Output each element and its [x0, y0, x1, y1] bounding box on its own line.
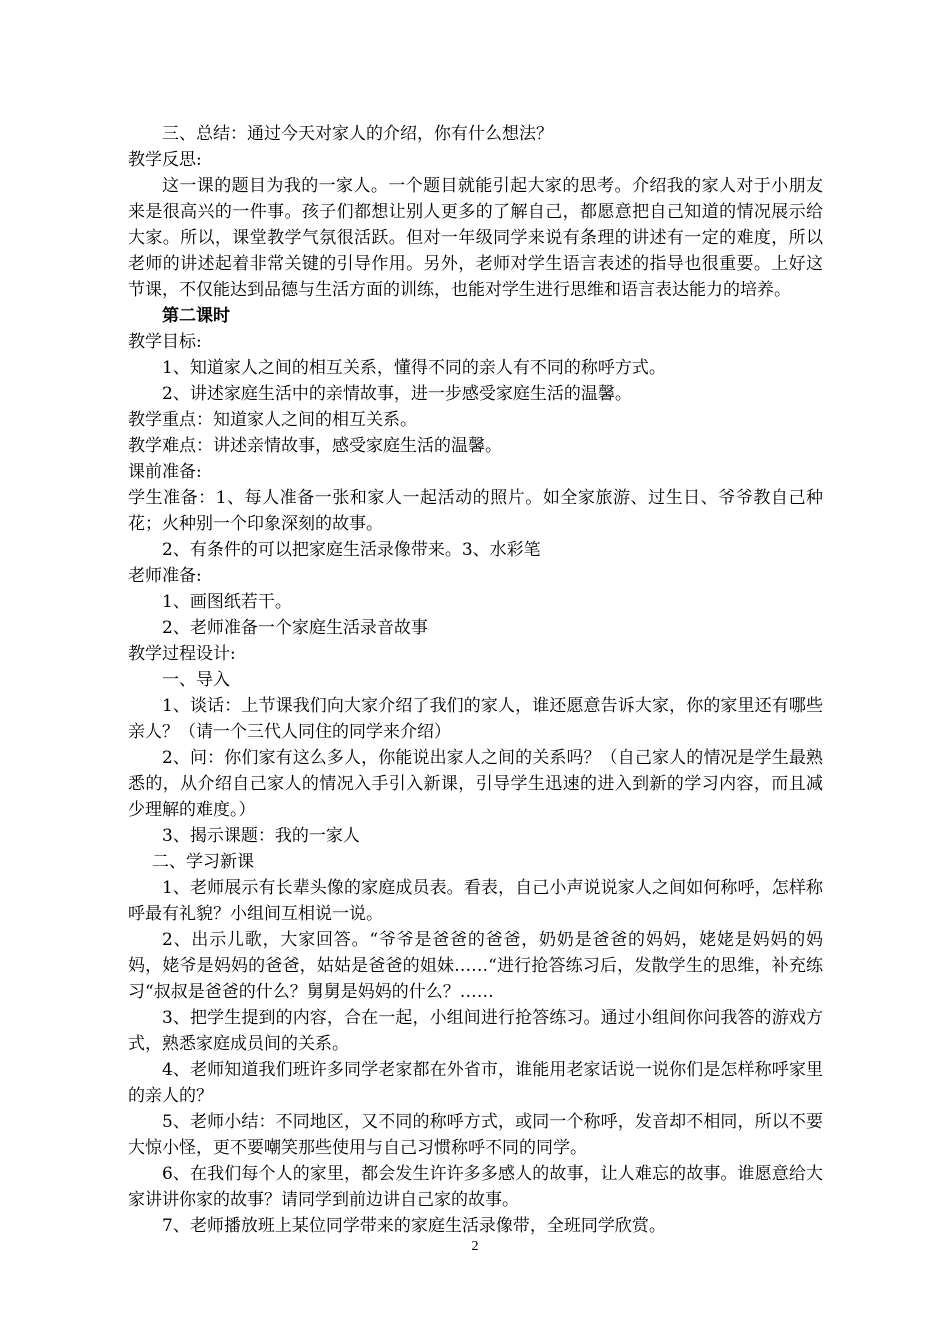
- new-lesson-item-4: 4、老师知道我们班许多同学老家都在外省市，谁能用老家话说一说你们是怎样称呼家里的亲人的？: [128, 1060, 823, 1106]
- goals-heading: 教学目标:: [128, 332, 202, 352]
- teacher-prep-heading: 老师准备:: [128, 566, 202, 586]
- intro-heading: 一、导入: [162, 670, 230, 690]
- intro-item-3: 3、揭示课题：我的一家人: [162, 826, 360, 846]
- new-lesson-item-2: 2、出示儿歌，大家回答。“爷爷是爸爸的爸爸，奶奶是爸爸的妈妈，姥姥是妈妈的妈妈，姥爷是妈妈的爸爸，姑姑是爸爸的姐妹……“进行抢答练习后，发散学生的思维，补充练习“叔叔是爸爸的什么？舅舅是妈妈的什么？……: [128, 930, 823, 1002]
- student-prep-item-2: 2、有条件的可以把家庭生活录像带来。3、水彩笔: [162, 540, 541, 560]
- page-number: 2: [471, 1239, 479, 1254]
- new-lesson-heading: 二、学习新课: [152, 852, 254, 872]
- new-lesson-item-3: 3、把学生提到的内容，合在一起，小组间进行抢答练习。通过小组间你问我答的游戏方式，熟悉家庭成员间的关系。: [128, 1008, 823, 1054]
- intro-item-1: 1、谈话：上节课我们向大家介绍了我们的家人，谁还愿意告诉大家，你的家里还有哪些亲人？（请一个三代人同住的同学来介绍）: [128, 696, 823, 742]
- goal-item-2: 2、讲述家庭生活中的亲情故事，进一步感受家庭生活的温馨。: [162, 384, 632, 404]
- difficulty-line: 教学难点：讲述亲情故事，感受家庭生活的温馨。: [128, 436, 502, 456]
- new-lesson-item-1: 1、老师展示有长辈头像的家庭成员表。看表，自己小声说说家人之间如何称呼，怎样称呼最有礼貌？小组间互相说一说。: [128, 878, 823, 924]
- summary-line: 三、总结：通过今天对家人的介绍，你有什么想法？: [162, 124, 553, 144]
- teacher-prep-item-1: 1、画图纸若干。: [162, 592, 292, 612]
- lesson2-heading: 第二课时: [162, 306, 230, 326]
- goal-item-1: 1、知道家人之间的相互关系，懂得不同的亲人有不同的称呼方式。: [162, 358, 666, 378]
- document-body: [128, 121, 823, 1239]
- new-lesson-item-5: 5、老师小结：不同地区，又不同的称呼方式，或同一个称呼，发音却不相同，所以不要大惊小怪，更不要嘲笑那些使用与自己习惯称呼不同的同学。: [128, 1112, 823, 1158]
- process-heading: 教学过程设计:: [128, 644, 236, 664]
- intro-item-2: 2、问：你们家有这么多人，你能说出家人之间的关系吗？（自己家人的情况是学生最熟悉的，从介绍自己家人的情况入手引入新课，引导学生迅速的进入到新的学习内容，而且减少理解的难度。）: [128, 748, 823, 820]
- key-point-line: 教学重点：知道家人之间的相互关系。: [128, 410, 417, 430]
- reflection-heading: 教学反思:: [128, 150, 202, 170]
- student-prep-paragraph: 学生准备：1、每人准备一张和家人一起活动的照片。如全家旅游、过生日、爷爷教自己种花；火种别一个印象深刻的故事。: [128, 488, 823, 534]
- teacher-prep-item-2: 2、老师准备一个家庭生活录音故事: [162, 618, 428, 638]
- prep-heading: 课前准备:: [128, 462, 202, 482]
- reflection-paragraph: 这一课的题目为我的一家人。一个题目就能引起大家的思考。介绍我的家人对于小朋友来是很高兴的一件事。孩子们都想让别人更多的了解自己，都愿意把自己知道的情况展示给大家。所以，课堂教学气氛很活跃。但对一年级同学来说有条理的讲述有一定的难度，所以老师的讲述起着非常关键的引导作用。另外，老师对学生语言表述的指导也很重要。上好这节课，不仅能达到品德与生活方面的训练，也能对学生进行思维和语言表达能力的培养。: [128, 176, 823, 300]
- new-lesson-item-7: 7、老师播放班上某位同学带来的家庭生活录像带，全班同学欣赏。: [162, 1216, 666, 1236]
- new-lesson-item-6: 6、在我们每个人的家里，都会发生许许多多感人的故事，让人难忘的故事。谁愿意给大家讲讲你家的故事？请同学到前边讲自己家的故事。: [128, 1164, 823, 1210]
